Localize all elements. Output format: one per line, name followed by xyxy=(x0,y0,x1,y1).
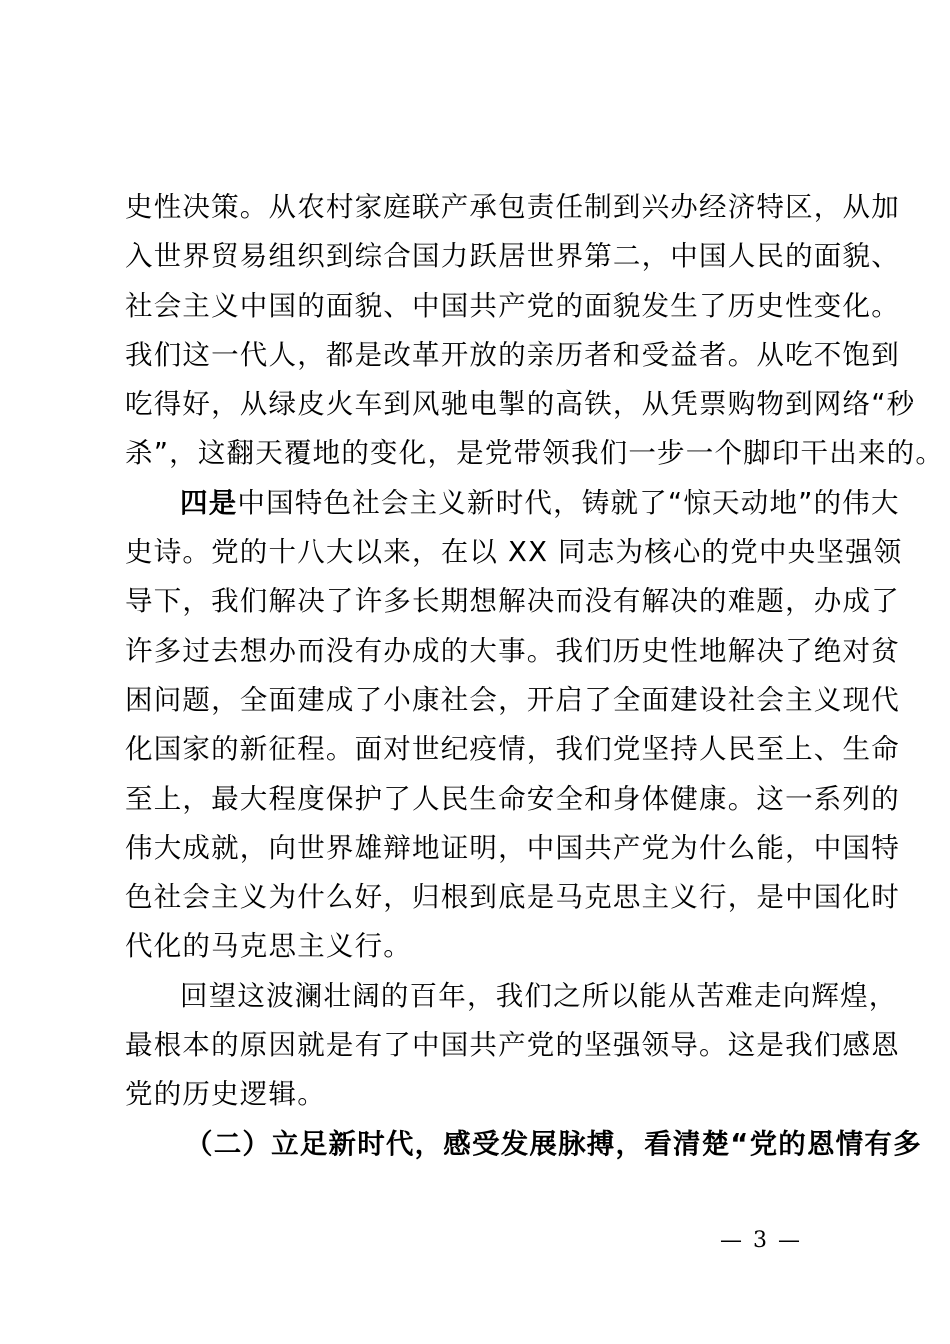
paragraph-reform-opening xyxy=(125,183,945,479)
paragraph-new-era xyxy=(125,479,903,972)
text-line: 最根本的原因就是有了中国共产党的坚强领导。这是我们感恩 xyxy=(125,1029,900,1062)
text-line: 伟大成就，向世界雄辩地证明，中国共产党为什么能，中国特 xyxy=(125,831,900,864)
text-line: 党的历史逻辑。 xyxy=(125,1078,326,1111)
text-line: 史性决策。从农村家庭联产承包责任制到兴办经济特区，从加 xyxy=(125,191,900,223)
text-line: 社会主义中国的面貌、中国共产党的面貌发生了历史性变化。 xyxy=(125,289,900,322)
text-line: 我们这一代人，都是改革开放的亲历者和受益者。从吃不饱到 xyxy=(125,338,900,371)
text-line: 代化的马克思主义行。 xyxy=(125,930,412,963)
text-line: 吃得好，从绿皮火车到风驰电掣的高铁，从凭票购物到网络“秒 xyxy=(125,388,916,421)
text-line-first: 回望这波澜壮阔的百年，我们之所以能从苦难走向辉煌， xyxy=(180,979,898,1012)
page-number: — 3 — xyxy=(720,1228,802,1253)
text-line: 色社会主义为什么好，归根到底是马克思主义行，是中国化时 xyxy=(125,881,900,914)
text-line: 导下，我们解决了许多长期想解决而没有解决的难题，办成了 xyxy=(125,585,900,618)
text-line: 杀”，这翻天覆地的变化，是党带领我们一步一个脚印干出来的。 xyxy=(125,437,945,470)
text-line: 许多过去想办而没有办成的大事。我们历史性地解决了绝对贫 xyxy=(125,634,900,667)
lead-bold-text: 四是 xyxy=(180,486,238,519)
text-line: 困问题，全面建成了小康社会，开启了全面建设社会主义现代 xyxy=(125,683,900,716)
section-heading: （二）立足新时代，感受发展脉搏，看清楚“党的恩情有多 xyxy=(185,1127,922,1160)
text-line-first xyxy=(125,479,900,528)
text-line: 化国家的新征程。面对世纪疫情，我们党坚持人民至上、生命 xyxy=(125,733,900,766)
document-body xyxy=(125,183,945,1169)
text-span: 中国特色社会主义新时代，铸就了“惊天动地”的伟大 xyxy=(237,486,900,519)
text-line: 至上，最大程度保护了人民生命安全和身体健康。这一系列的 xyxy=(125,782,900,815)
text-line: 入世界贸易组织到综合国力跃居世界第二，中国人民的面貌、 xyxy=(125,240,900,273)
text-line: 史诗。党的十八大以来，在以 XX 同志为核心的党中央坚强领 xyxy=(125,536,903,569)
paragraph-review xyxy=(125,972,900,1120)
